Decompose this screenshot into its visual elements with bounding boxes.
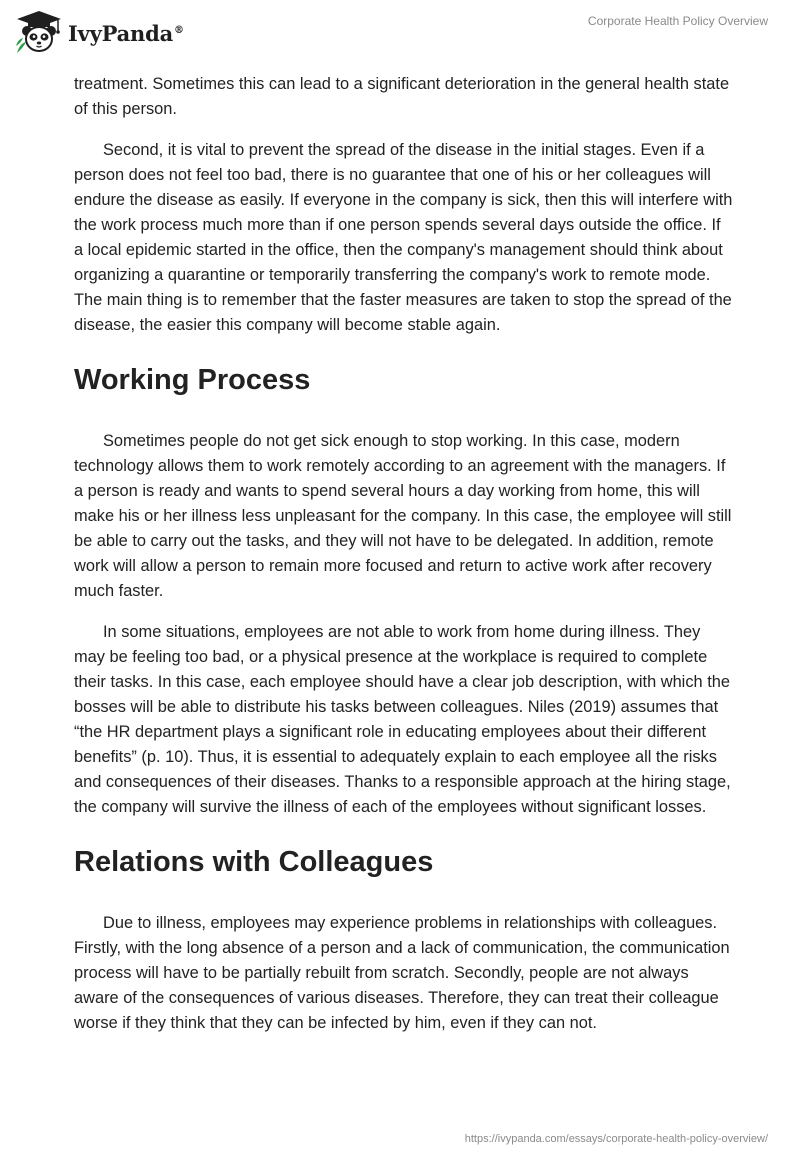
ivypanda-logo[interactable]	[14, 9, 184, 55]
document-title: Corporate Health Policy Overview	[587, 14, 768, 28]
logo-wordmark	[68, 21, 184, 46]
essay-body	[74, 72, 734, 1052]
heading-relations-with-colleagues: Relations with Colleagues	[74, 846, 434, 878]
logo-registered-mark: ®	[174, 24, 184, 36]
paragraph-remote-work: Sometimes people do not get sick enough to stop working. In this case, modern technology allows them to work remotely according to an agreement with the managers. If a person is ready and wants to spend several hours a day working from home, this will make his or her illness less unpleasant for the company. In this case, the employee will still be able to carry out the tasks, and they will not have to be delegated. In addition, remote work will allow a person to remain more focused and return to active work after recovery much faster.	[74, 432, 732, 600]
heading-working-process: Working Process	[74, 364, 311, 396]
paragraph-colleague-relationships: Due to illness, employees may experience problems in relationships with colleagues. Firstly, with the long absence of a person and a lack of communication, the communication process will have to be partially rebuilt from scratch. Secondly, people are not always aware of the consequences of various diseases. Therefore, they can treat their colleague worse if they think that they can be infected by him, even if they can not.	[74, 914, 730, 1032]
paragraph-job-description: In some situations, employees are not able to work from home during illness. They may be feeling too bad, or a physical presence at the workplace is required to complete their tasks. In this case, each employee should have a clear job description, with which the bosses will be able to distribute his tasks between colleagues. Niles (2019) assumes that “the HR department plays a significant role in educating employees about their different benefits” (p. 10). Thus, it is essential to adequately explain to each employee all the risks and consequences of their diseases. Thanks to a responsible approach at the hiring stage, the company will survive the illness of each of the employees without significant losses.	[74, 623, 731, 816]
paragraph-spread-prevention: Second, it is vital to prevent the spread of the disease in the initial stages. Even if a person does not feel too bad, there is no guarantee that one of his or her colleagues will endure the disease as easily. If everyone in the company is sick, then this will interfere with the work process much more than if one person spends several days outside the office. If a local epidemic started in the office, then the company's management should think about organizing a quarantine or temporarily transferring the company's work to remote mode. The main thing is to remember that the faster measures are taken to stop the spread of the disease, the easier this company will become stable again.	[74, 141, 733, 334]
logo-text: IvyPanda	[68, 20, 174, 46]
page-header	[0, 0, 800, 66]
paragraph-continuation: treatment. Sometimes this can lead to a significant deterioration in the general health state of this person.	[74, 75, 730, 118]
panda-graduate-icon	[14, 9, 64, 55]
source-url[interactable]: https://ivypanda.com/essays/corporate-health-policy-overview/	[464, 1133, 768, 1145]
